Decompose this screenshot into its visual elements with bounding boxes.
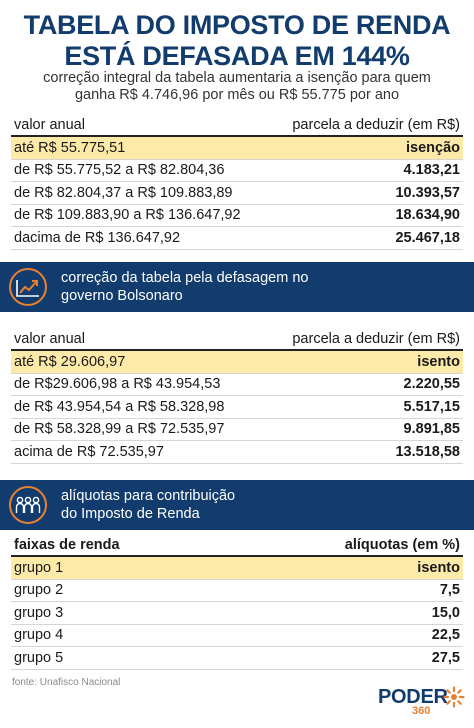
logo-number: 360 [412, 705, 431, 717]
title-line-1: TABELA DO IMPOSTO DE RENDA [23, 10, 451, 40]
banner-line-2: governo Bolsonaro [61, 288, 183, 304]
row-label: grupo 1 [14, 559, 64, 576]
row-value: 13.518,58 [395, 443, 460, 460]
row-label: até R$ 29.606,97 [14, 353, 126, 370]
row-value: 4.183,21 [403, 162, 460, 179]
row-value: 18.634,90 [395, 207, 460, 224]
row-value: 27,5 [431, 649, 460, 666]
page-title [0, 10, 474, 72]
table-row [11, 351, 463, 374]
table-header [11, 117, 463, 137]
row-label: de R$ 109.883,90 a R$ 136.647,92 [14, 207, 241, 224]
logo-text: PODER [378, 686, 448, 708]
row-label: de R$ 55.775,52 a R$ 82.804,36 [14, 162, 225, 179]
table-header [11, 537, 463, 557]
chart-trend-icon [9, 268, 47, 306]
row-label: de R$ 58.328,99 a R$ 72.535,97 [14, 421, 225, 438]
row-label: grupo 4 [14, 627, 64, 644]
logo-sunburst-icon [443, 686, 465, 708]
row-label: grupo 3 [14, 604, 64, 621]
row-value: 9.891,85 [403, 421, 460, 438]
column-header-income: valor anual [14, 331, 85, 347]
table-current [11, 117, 463, 250]
banner-line-1: alíquotas para contribuição [61, 488, 236, 504]
banner-line-2: do Imposto de Renda [61, 506, 200, 522]
section-banner-rates [0, 480, 474, 530]
column-header-income: valor anual [14, 117, 85, 133]
section-banner-correction [0, 262, 474, 312]
table-row [11, 160, 463, 183]
row-value: 10.393,57 [395, 184, 460, 201]
table-row [11, 396, 463, 419]
banner-text [61, 269, 308, 305]
banner-text [61, 487, 235, 523]
table-row [11, 625, 463, 648]
table-header [11, 331, 463, 351]
column-header-rate: alíquotas (em %) [344, 537, 460, 553]
table-row [11, 205, 463, 228]
table-row [11, 602, 463, 625]
table-corrected [11, 331, 463, 464]
row-value: isento [417, 353, 460, 370]
people-group-icon [9, 486, 47, 524]
row-label: grupo 2 [14, 582, 64, 599]
row-label: de R$ 82.804,37 a R$ 109.883,89 [14, 184, 233, 201]
table-tax-rates [11, 537, 463, 670]
subtitle-line-1: correção integral da tabela aumentaria a isenção para quem [43, 70, 431, 86]
row-label: de R$29.606,98 a R$ 43.954,53 [14, 376, 221, 393]
table-row [11, 441, 463, 464]
row-value: isenção [406, 139, 460, 156]
banner-line-1: correção da tabela pela defasagem no [61, 270, 309, 286]
row-label: acima de R$ 72.535,97 [14, 443, 164, 460]
title-line-2: ESTÁ DEFASADA EM 144% [64, 41, 410, 71]
row-label: dacima de R$ 136.647,92 [14, 229, 181, 246]
row-label: de R$ 43.954,54 a R$ 58.328,98 [14, 398, 225, 415]
row-value: 5.517,15 [403, 398, 460, 415]
column-header-deduction: parcela a deduzir (em R$) [292, 331, 460, 347]
subtitle [0, 70, 474, 104]
table-row [11, 227, 463, 250]
table-row [11, 557, 463, 580]
row-value: isento [417, 559, 460, 576]
row-value: 22,5 [431, 627, 460, 644]
table-row [11, 374, 463, 397]
column-header-income-bracket: faixas de renda [14, 537, 120, 553]
poder360-logo [378, 686, 468, 722]
subtitle-line-2: ganha R$ 4.746,96 por mês ou R$ 55.775 por ano [74, 87, 400, 103]
row-value: 15,0 [431, 604, 460, 621]
table-row [11, 580, 463, 603]
table-row [11, 419, 463, 442]
table-row [11, 137, 463, 160]
row-label: até R$ 55.775,51 [14, 139, 126, 156]
row-value: 2.220,55 [403, 376, 460, 393]
source-note: fonte: Unafisco Nacional [12, 677, 121, 688]
row-value: 7,5 [439, 582, 460, 599]
column-header-deduction: parcela a deduzir (em R$) [292, 117, 460, 133]
row-value: 25.467,18 [395, 229, 460, 246]
table-row [11, 647, 463, 670]
row-label: grupo 5 [14, 649, 64, 666]
table-row [11, 182, 463, 205]
